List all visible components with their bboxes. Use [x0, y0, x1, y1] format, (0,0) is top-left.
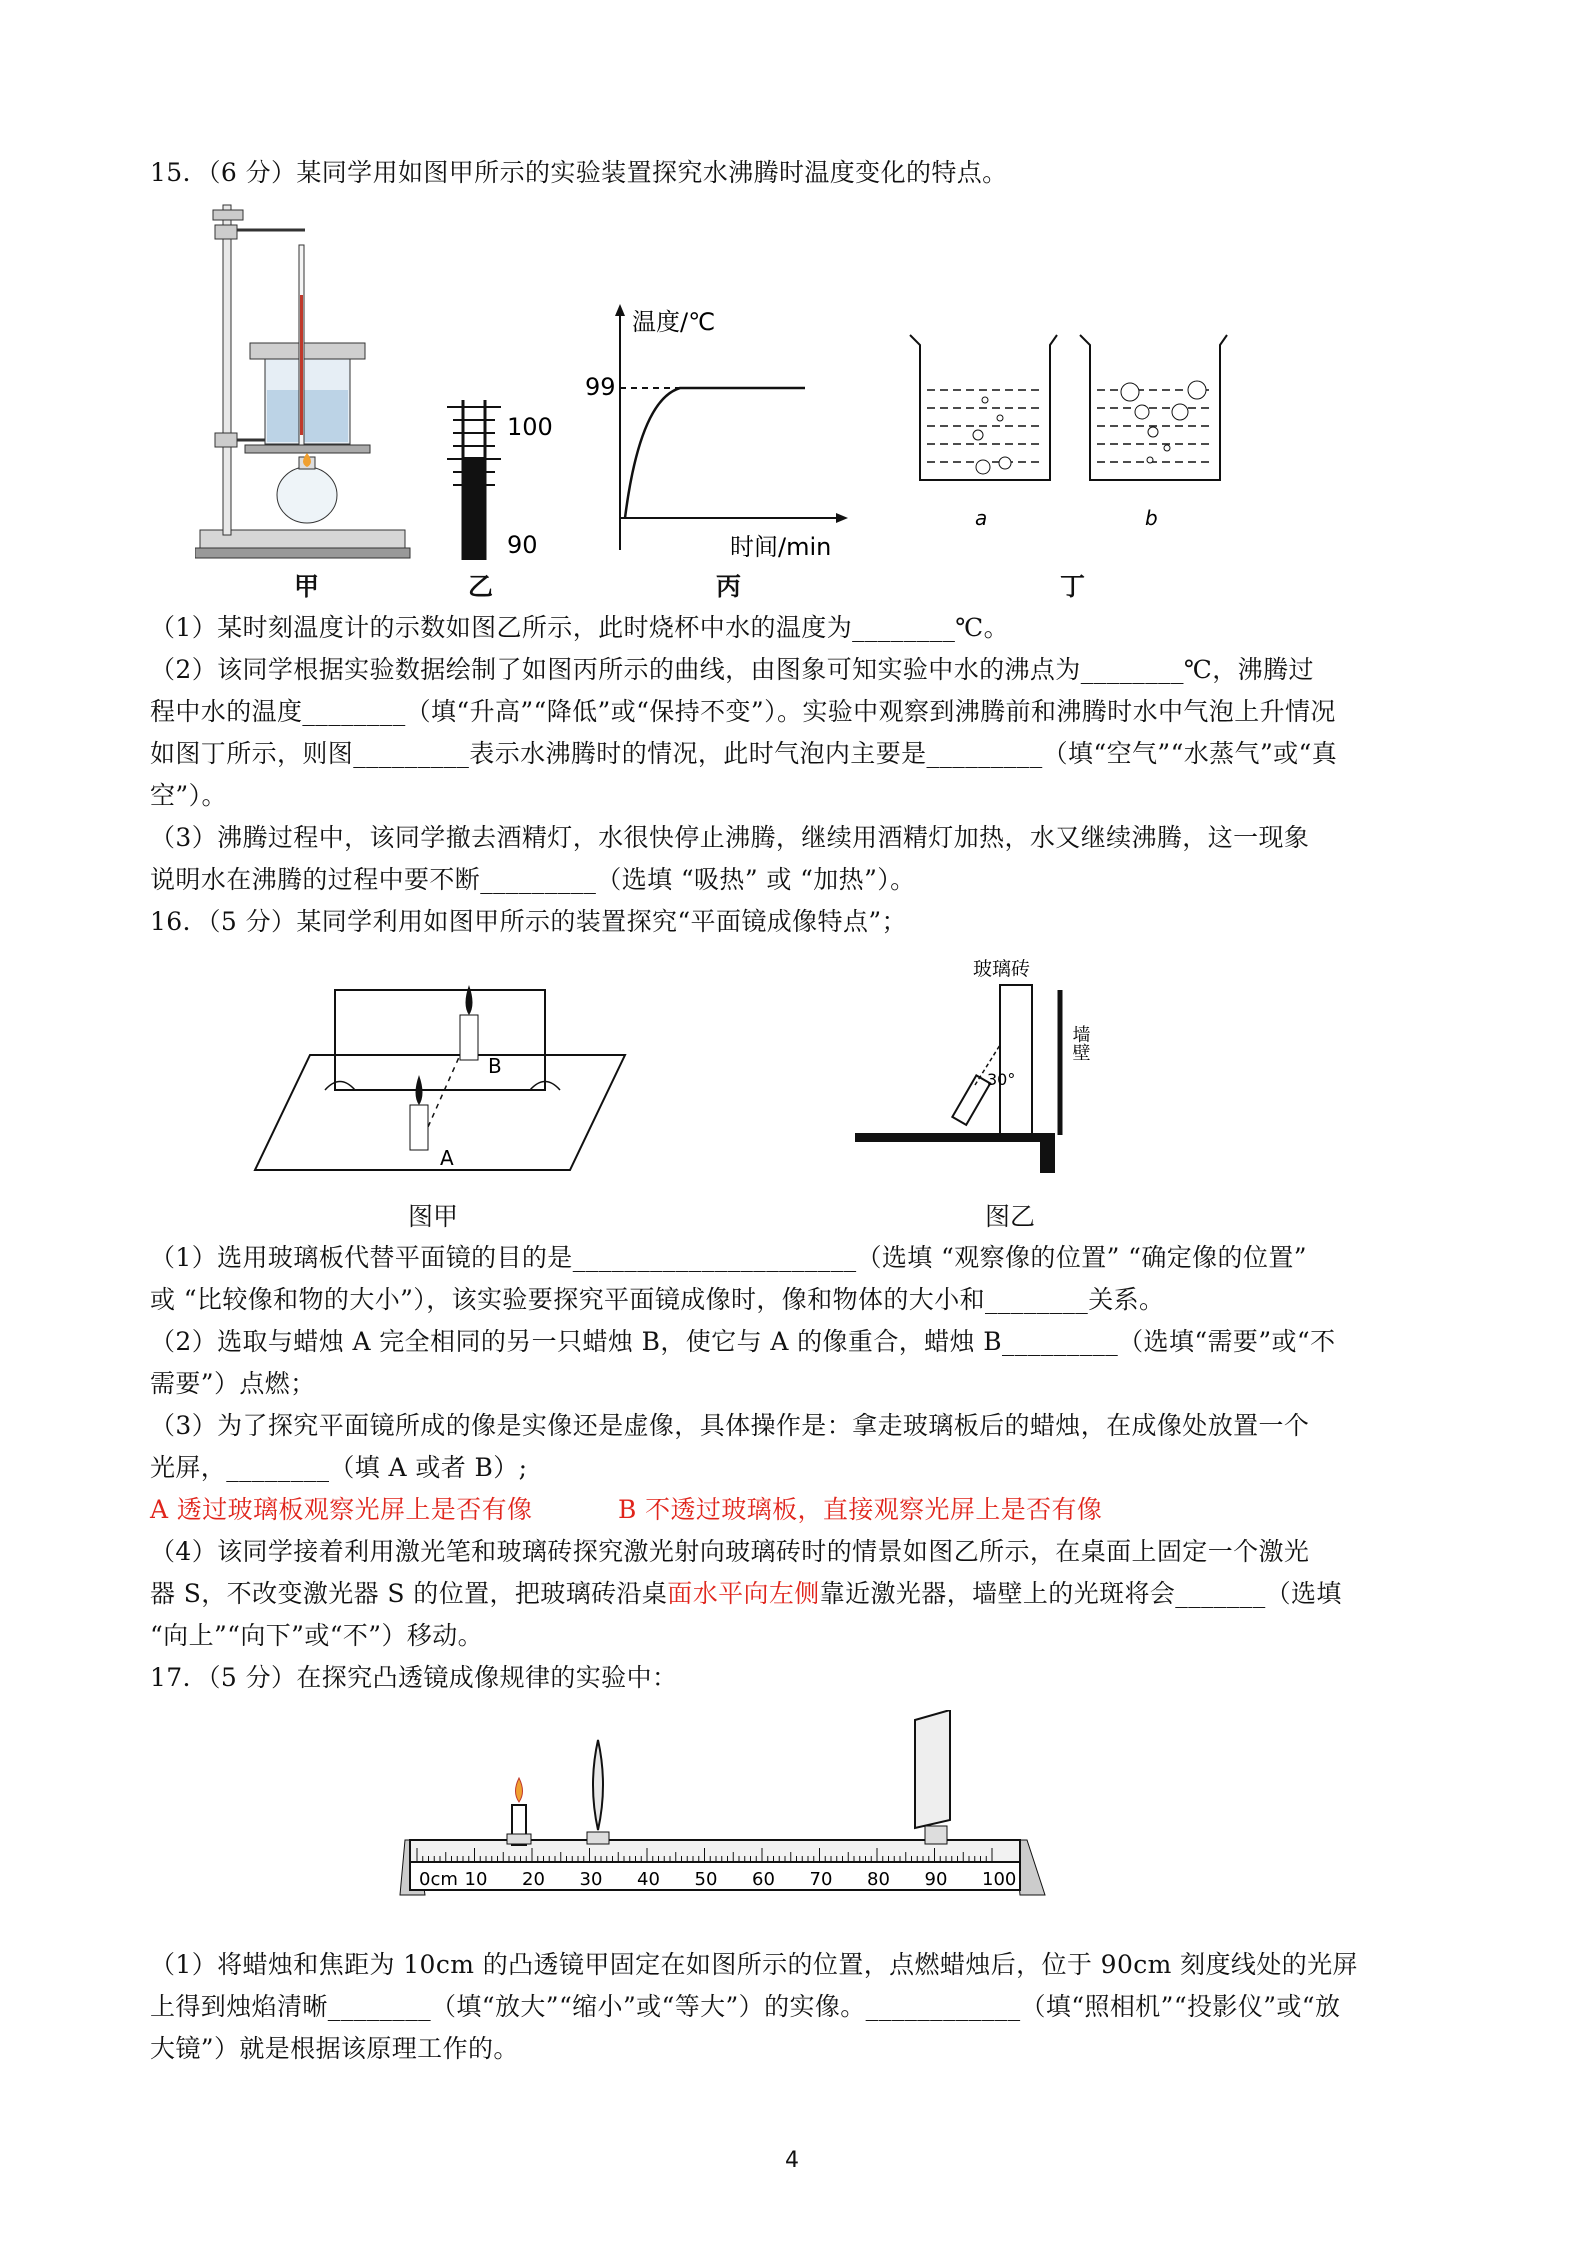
q16-p4b-part1: 器 S，不改变激光器 S 的位置，把玻璃砖沿桌 [150, 1579, 668, 1608]
label-angle: 30° [987, 1070, 1016, 1089]
ruler-label: 70 [809, 1869, 833, 1890]
q16-p2a: （2）选取与蜡烛 A 完全相同的另一只蜡烛 B，使它与 A 的像重合，蜡烛 B_________（选填“需要”或“不 [150, 1327, 1336, 1356]
q16-p2b: 需要”）点燃； [150, 1369, 316, 1398]
ruler-label: 30 [579, 1869, 603, 1890]
q16-p4b-part2: 靠近激光器，墙壁上的光斑将会_______（选填 [819, 1579, 1342, 1608]
thermo-label-90: 90 [507, 531, 538, 559]
q16-stem: 16．（5 分）某同学利用如图甲所示的装置探究“平面镜成像特点”； [150, 907, 907, 936]
fig-yi-caption: 乙 [468, 572, 494, 601]
q15-p3b: 说明水在沸腾的过程中要不断_________（选填 “吸热” 或 “加热”）。 [150, 865, 916, 894]
q16-p1a: （1）选用玻璃板代替平面镜的目的是______________________（选填 “观察像的位置” “确定像的位置” [150, 1243, 1307, 1272]
graph-y-label: 温度/℃ [632, 308, 716, 336]
ruler-label: 80 [867, 1869, 890, 1890]
ruler-label: 0cm [419, 1869, 458, 1890]
ruler-label: 20 [522, 1869, 545, 1890]
fig-boiling-apparatus [195, 195, 415, 570]
fig-optical-bench [395, 1710, 1075, 1910]
label-candle-B: B [488, 1054, 502, 1078]
q17-p1a: （1）将蜡烛和焦距为 10cm 的凸透镜甲固定在如图所示的位置，点燃蜡烛后，位于 90cm 刻度线处的光屏 [150, 1950, 1358, 1979]
q16-p4b-highlight: 面水平向左侧 [667, 1579, 820, 1608]
q15-p2c: 如图丁所示，则图_________表示水沸腾时的情况，此时气泡内主要是_________（填“空气”“水蒸气”或“真 [150, 739, 1338, 768]
fig-glass-brick [855, 950, 1115, 1190]
q15-p3a: （3）沸腾过程中，该同学撤去酒精灯，水很快停止沸腾，继续用酒精灯加热，水又继续沸腾，这一现象 [150, 823, 1310, 852]
q16-p1b: 或 “比较像和物的大小”），该实验要探究平面镜成像时，像和物体的大小和________关系。 [150, 1285, 1165, 1314]
fig-ding-caption: 丁 [1060, 572, 1086, 601]
q16-option-b: B 不透过玻璃板，直接观察光屏上是否有像 [618, 1495, 1103, 1524]
ruler-label: 50 [694, 1869, 718, 1890]
beaker-a [910, 335, 1057, 480]
beaker-b-label: b [1145, 506, 1158, 530]
q15-p2d: 空”）。 [150, 781, 227, 810]
beaker-a-label: a [975, 506, 988, 530]
fig-thermometer [445, 395, 565, 565]
fig-jia-caption: 甲 [294, 572, 320, 601]
q15-p2b: 程中水的温度________（填“升高”“降低”或“保持不变”）。实验中观察到沸腾前和沸腾时水中气泡上升情况 [150, 697, 1336, 726]
q16-p3a: （3）为了探究平面镜所成的像是实像还是虚像，具体操作是：拿走玻璃板后的蜡烛，在成像处放置一个 [150, 1411, 1310, 1440]
graph-y-99: 99 [585, 373, 616, 401]
fig16-yi-caption: 图乙 [985, 1202, 1036, 1231]
q16-p4c: “向上”“向下”或“不”）移动。 [150, 1621, 484, 1650]
thermo-label-100: 100 [507, 413, 553, 441]
q16-p3b: 光屏，________（填 A 或者 B）; [150, 1453, 528, 1482]
fig-mirror-setup [250, 955, 640, 1185]
page-number: 4 [785, 2148, 799, 2173]
label-glass-brick: 玻璃砖 [973, 958, 1031, 980]
fig-beakers [905, 330, 1235, 530]
graph-x-label: 时间/min [730, 533, 832, 561]
q15-p2a: （2）该同学根据实验数据绘制了如图丙所示的曲线，由图象可知实验中水的沸点为________℃，沸腾过 [150, 655, 1314, 684]
q17-stem: 17．（5 分）在探究凸透镜成像规律的实验中： [150, 1663, 678, 1692]
q17-p1c: 大镜”）就是根据该原理工作的。 [150, 2034, 519, 2063]
q15-stem: 15．（6 分）某同学用如图甲所示的实验装置探究水沸腾时温度变化的特点。 [150, 158, 1008, 187]
label-candle-A: A [440, 1146, 454, 1170]
q17-p1b: 上得到烛焰清晰________（填“放大”“缩小”或“等大”）的实像。____________（填“照相机”“投影仪”或“放 [150, 1992, 1341, 2021]
beaker-b [1080, 335, 1227, 480]
q15-p1: （1）某时刻温度计的示数如图乙所示，此时烧杯中水的温度为________℃。 [150, 613, 1010, 642]
label-wall: 墙壁 [1069, 1025, 1091, 1061]
ruler-label: 10 [464, 1869, 488, 1890]
q16-option-a: A 透过玻璃板观察光屏上是否有像 [150, 1495, 533, 1524]
q16-p4b [150, 1579, 1342, 1609]
fig-bing-caption: 丙 [716, 572, 742, 601]
fig16-jia-caption: 图甲 [408, 1202, 459, 1231]
ruler-label: 40 [637, 1869, 660, 1890]
q16-p4a: （4）该同学接着利用激光笔和玻璃砖探究激光射向玻璃砖时的情景如图乙所示，在桌面上固定一个激光 [150, 1537, 1310, 1566]
ruler-label: 60 [752, 1869, 775, 1890]
ruler-label: 100 [982, 1869, 1017, 1890]
ruler-label: 90 [924, 1869, 948, 1890]
fig-temperature-graph [580, 300, 850, 570]
